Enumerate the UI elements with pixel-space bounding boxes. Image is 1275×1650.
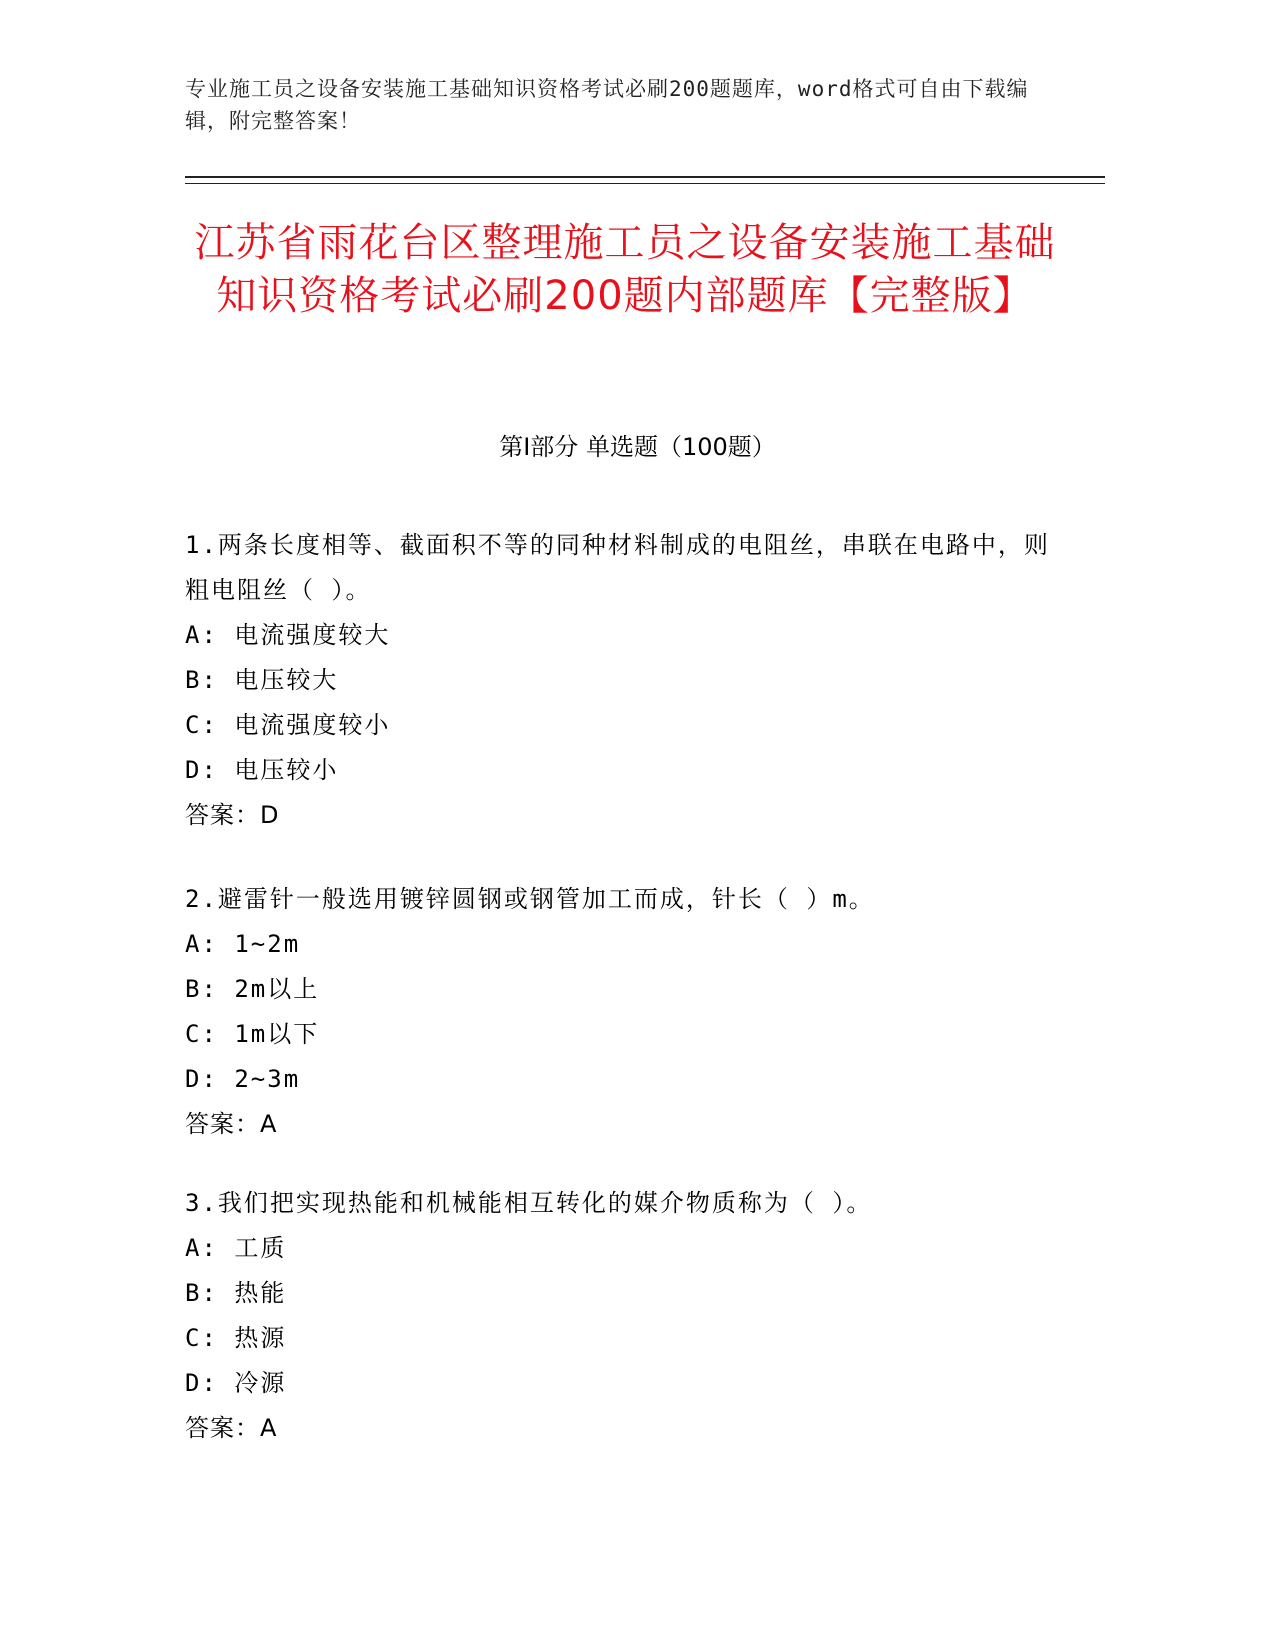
header-divider-thick bbox=[185, 176, 1105, 178]
option-a: A: 电流强度较大 bbox=[185, 621, 391, 649]
answer-line: 答案：A bbox=[185, 1110, 278, 1138]
answer-line: 答案：A bbox=[185, 1414, 278, 1442]
document-title: 江苏省雨花台区整理施工员之设备安装施工基础知识资格考试必刷200题内部题库【完整版】 bbox=[194, 220, 1056, 319]
option-c: C: 1m以下 bbox=[185, 1020, 320, 1048]
option-a: A: 工质 bbox=[185, 1234, 287, 1262]
question-3 bbox=[185, 1181, 1065, 1451]
question-2 bbox=[185, 877, 1065, 1147]
option-a: A: 1~2m bbox=[185, 930, 301, 958]
question-1 bbox=[185, 523, 1065, 838]
question-stem: 3.我们把实现热能和机械能相互转化的媒介物质称为（ ）。 bbox=[185, 1189, 873, 1217]
option-b: B: 2m以上 bbox=[185, 975, 320, 1003]
option-c: C: 热源 bbox=[185, 1324, 287, 1352]
question-stem: 1.两条长度相等、截面积不等的同种材料制成的电阻丝，串联在电路中，则粗电阻丝（ ）。 bbox=[185, 531, 1050, 604]
header-note: 专业施工员之设备安装施工基础知识资格考试必刷200题题库，word格式可自由下载编辑，附完整答案！ bbox=[185, 77, 1029, 133]
option-c: C: 电流强度较小 bbox=[185, 711, 391, 739]
question-stem: 2.避雷针一般选用镀锌圆钢或钢管加工而成，针长（ ）m。 bbox=[185, 885, 875, 913]
option-b: B: 电压较大 bbox=[185, 666, 339, 694]
option-d: D: 2~3m bbox=[185, 1065, 301, 1093]
option-d: D: 电压较小 bbox=[185, 756, 339, 784]
option-b: B: 热能 bbox=[185, 1279, 287, 1307]
option-d: D: 冷源 bbox=[185, 1369, 287, 1397]
answer-line: 答案：D bbox=[185, 801, 280, 829]
header-divider-thin bbox=[185, 183, 1105, 184]
section-heading: 第I部分 单选题（100题） bbox=[499, 433, 776, 461]
